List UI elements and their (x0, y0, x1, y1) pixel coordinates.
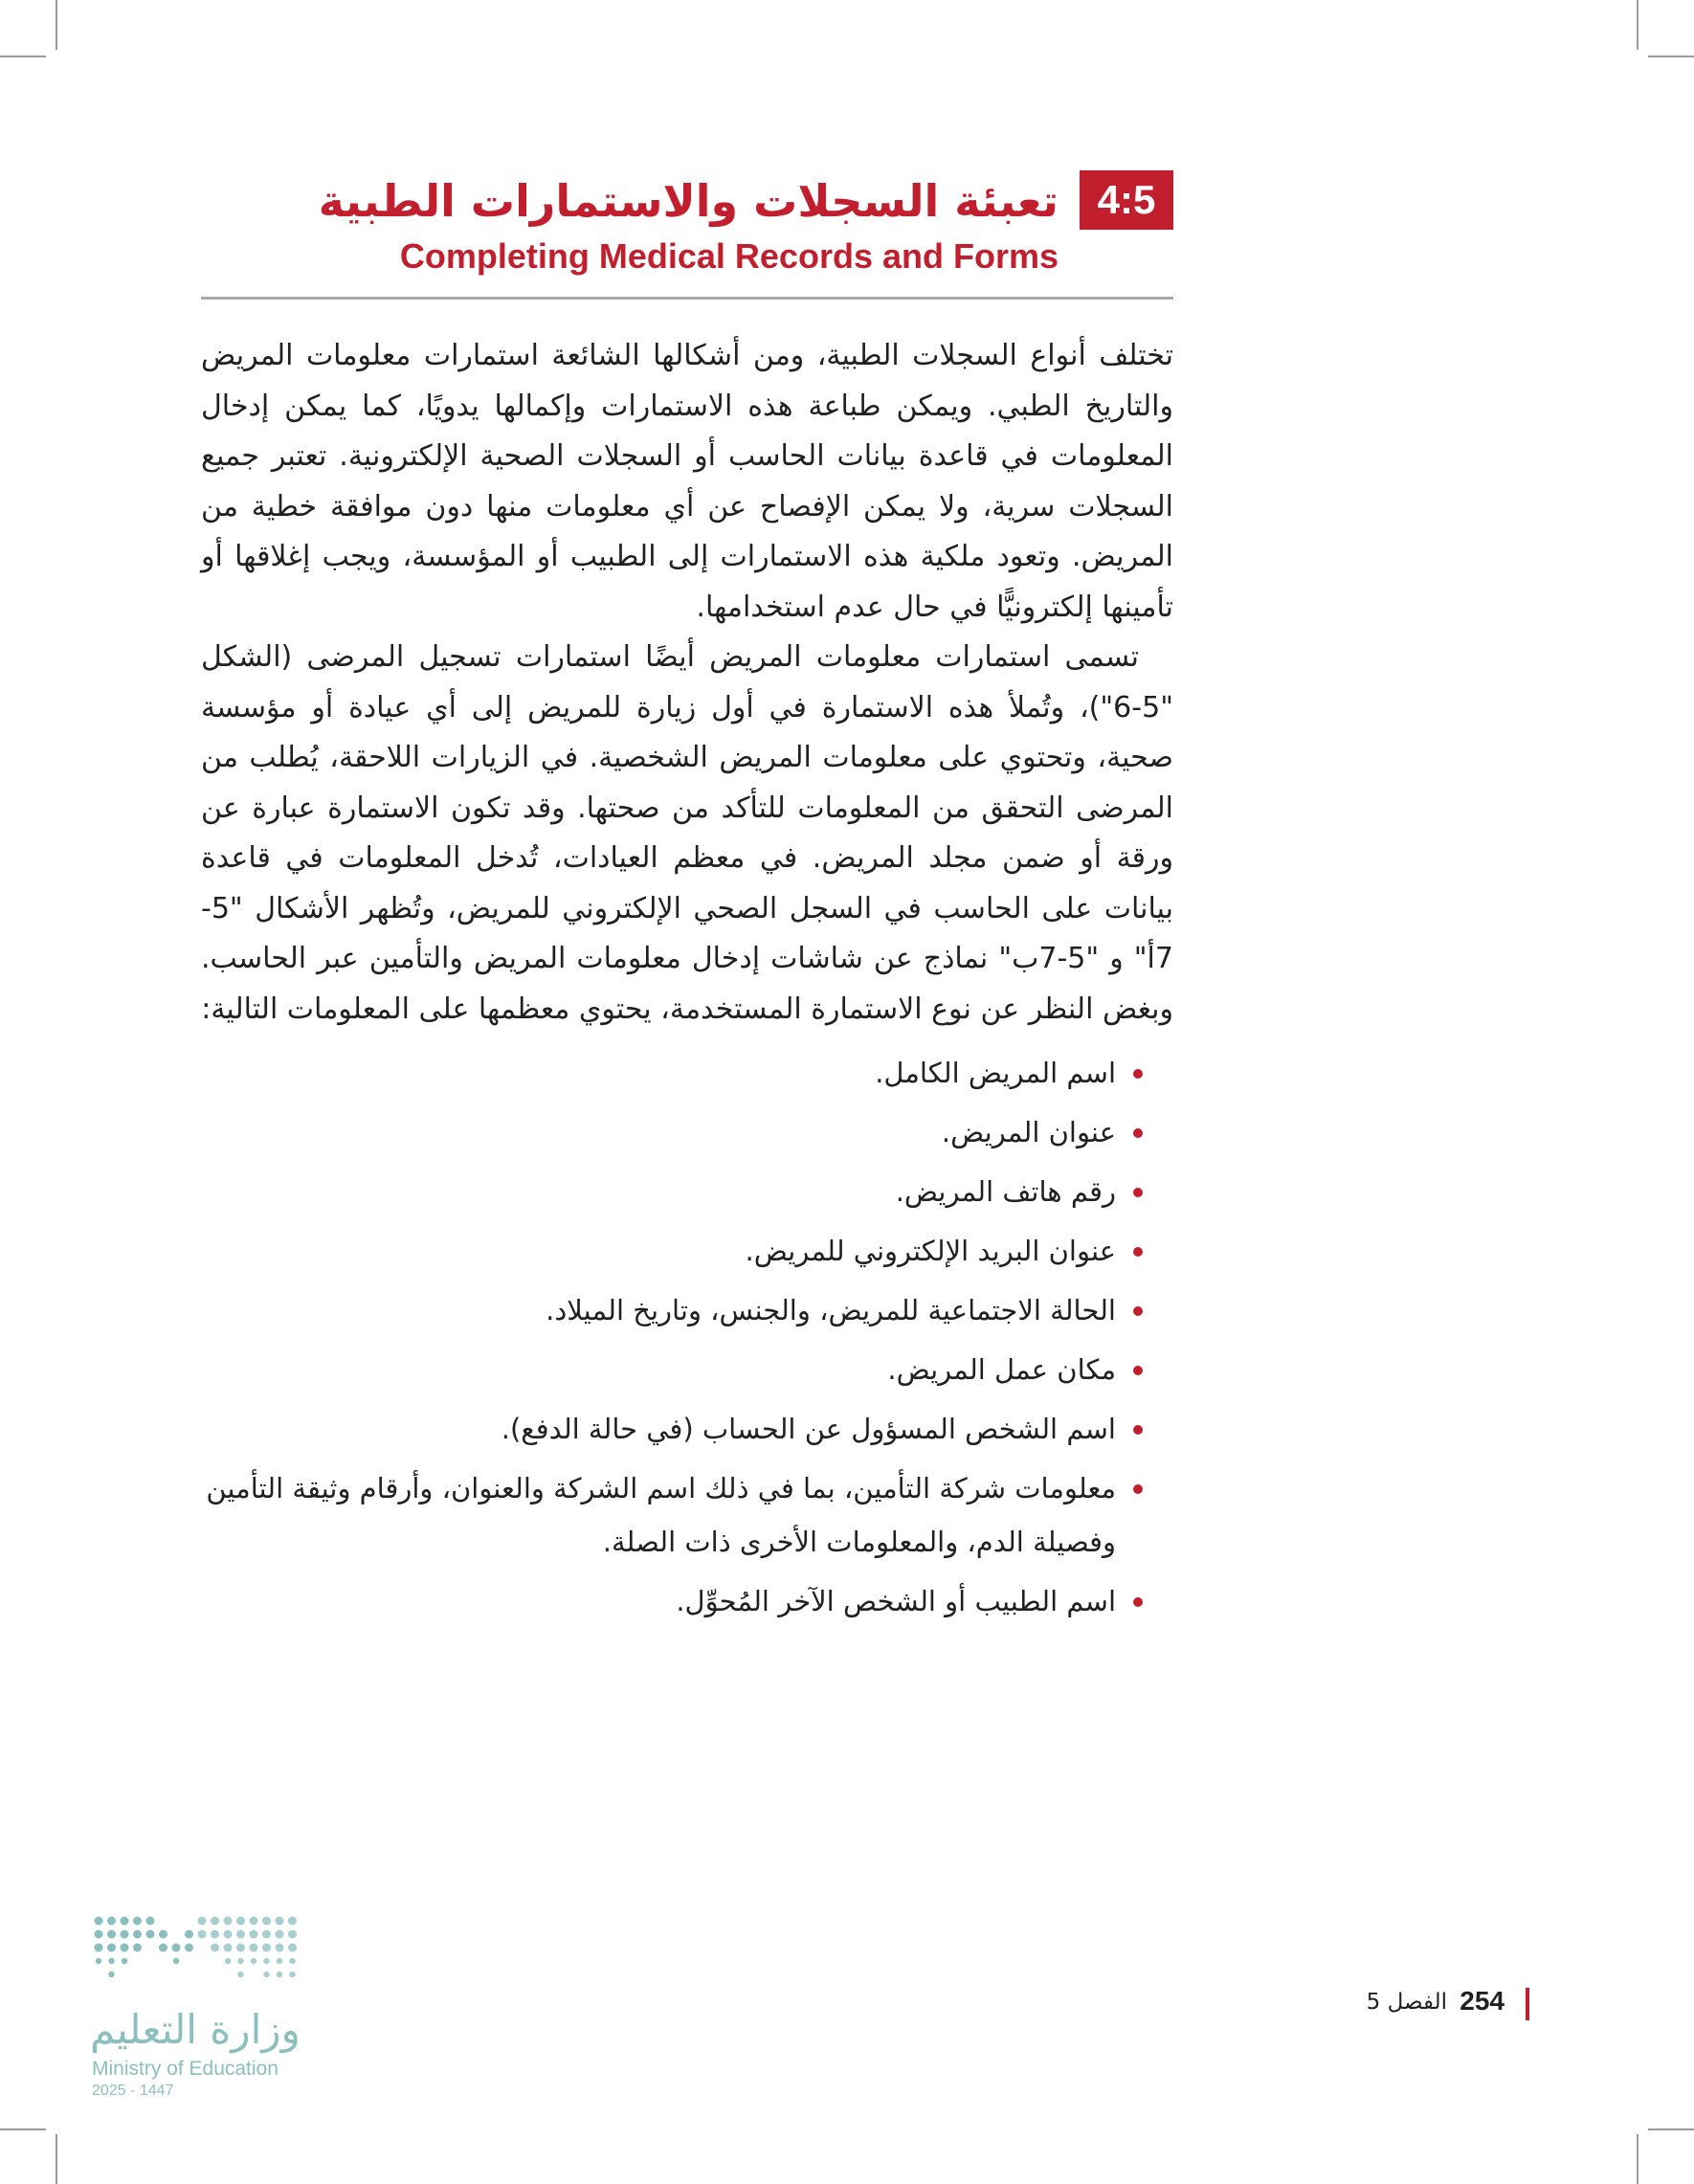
page-number: 254 (1460, 1986, 1505, 2016)
logo-dot (276, 1930, 284, 1939)
logo-dot (250, 1917, 258, 1926)
section-number-badge: 4:5 (1080, 170, 1173, 230)
logo-dot (107, 1944, 116, 1952)
logo-dot (225, 1958, 231, 1964)
logo-dot (107, 1917, 116, 1926)
logo-dot (262, 1917, 271, 1926)
list-item: عنوان المريض. (201, 1105, 1116, 1159)
logo-dot (159, 1930, 167, 1939)
crop-mark (56, 0, 57, 50)
title-divider (201, 297, 1173, 300)
crop-mark (1648, 56, 1694, 57)
logo-dot (250, 1930, 258, 1939)
logo-dot (108, 1958, 114, 1964)
logo-dot (211, 1944, 219, 1952)
crop-mark (56, 2134, 57, 2184)
logo-dot (211, 1930, 219, 1939)
logo-dots-icon (92, 1914, 312, 1991)
crop-mark (1637, 0, 1638, 50)
footer-accent-bar (1526, 1988, 1529, 2020)
page-footer (1328, 1986, 1529, 2024)
logo-dot (159, 1944, 167, 1952)
logo-dot (276, 1944, 284, 1952)
logo-dot (276, 1917, 284, 1926)
logo-dot (288, 1917, 297, 1926)
logo-dot (133, 1944, 142, 1952)
logo-dot (224, 1944, 233, 1952)
logo-dot (263, 1972, 269, 1977)
logo-arabic-text: وزارة التعليم (90, 2006, 301, 2053)
logo-dot (185, 1930, 193, 1939)
chapter-label: الفصل 5 (1366, 1990, 1447, 2015)
logo-english-text: Ministry of Education (92, 2058, 279, 2080)
crop-mark (1637, 2134, 1638, 2184)
logo-dot (95, 1930, 103, 1939)
list-item: عنوان البريد الإلكتروني للمريض. (201, 1224, 1116, 1278)
logo-dot (172, 1944, 181, 1952)
logo-dot (289, 1972, 295, 1977)
logo-dot (107, 1930, 116, 1939)
section-title-arabic: تعبئة السجلات والاستمارات الطبية (318, 175, 1059, 227)
logo-dot (250, 1944, 258, 1952)
logo-year-text: 2025 - 1447 (92, 2083, 174, 2099)
logo-dot (198, 1917, 207, 1926)
list-item: اسم الشخص المسؤول عن الحساب (في حالة الدفع). (201, 1402, 1116, 1456)
logo-dot (211, 1917, 219, 1926)
logo-dot (289, 1958, 295, 1964)
logo-dot (236, 1944, 245, 1952)
logo-dot (121, 1917, 129, 1926)
logo-dot (95, 1944, 103, 1952)
logo-dot (198, 1930, 207, 1939)
patient-info-list (201, 1046, 1173, 1628)
logo-dot (133, 1930, 142, 1939)
logo-dot (96, 1958, 101, 1964)
list-item: الحالة الاجتماعية للمريض، والجنس، وتاريخ الميلاد. (201, 1283, 1116, 1337)
logo-dot (251, 1958, 256, 1964)
logo-dot (236, 1930, 245, 1939)
crop-mark (0, 2128, 46, 2130)
logo-dot (237, 1958, 243, 1964)
logo-dot (122, 1958, 127, 1964)
logo-dot (224, 1917, 233, 1926)
logo-dot (288, 1930, 297, 1939)
crop-mark (0, 56, 46, 57)
section-title-english: Completing Medical Records and Forms (399, 236, 1059, 276)
body-text (201, 331, 1173, 1634)
logo-dot (288, 1944, 297, 1952)
paragraph-1: تختلف أنواع السجلات الطبية، ومن أشكالها الشائعة استمارات معلومات المريض والتاريخ الطبي. ويمكن طباعة هذه الاستمارات وإكمالها يدويًا، كما يمكن إدخال المعلومات في قاعدة بيانات الحاسب أو السجلات الصحية الإلكترونية. تعتبر جميع السجلات سرية، ولا يمكن الإفصاح عن أي معلومات منها دون موافقة خطية من المريض. وتعود ملكية هذه الاستمارات إلى الطبيب أو المؤسسة، ويجب إغلاقها أو تأمينها إلكترونيًّا في حال عدم استخدامها. (201, 339, 1173, 624)
logo-dot (263, 1958, 269, 1964)
list-item: رقم هاتف المريض. (201, 1165, 1116, 1218)
list-item: مكان عمل المريض. (201, 1343, 1116, 1396)
logo-dot (262, 1930, 271, 1939)
logo-dot (121, 1944, 129, 1952)
logo-dot (262, 1944, 271, 1952)
logo-dot (185, 1944, 193, 1952)
logo-dot (95, 1917, 103, 1926)
logo-dot (277, 1958, 282, 1964)
logo-dot (173, 1958, 179, 1964)
logo-dot (133, 1917, 142, 1926)
logo-dot (146, 1917, 155, 1926)
list-item: اسم الطبيب أو الشخص الآخر المُحوِّل. (201, 1574, 1116, 1628)
list-item: اسم المريض الكامل. (201, 1046, 1116, 1100)
section-header (201, 170, 1173, 308)
logo-dot (108, 1972, 114, 1977)
paragraph-2: تسمى استمارات معلومات المريض أيضًا استمارات تسجيل المرضى (الشكل "5-6")، وتُملأ هذه الاستمارة في أول زيارة للمريض إلى أي عيادة أو مؤسسة صحية، وتحتوي على معلومات المريض الشخصية. في الزيارات اللاحقة، يُطلب من المرضى التحقق من المعلومات للتأكد من صحتها. وقد تكون الاستمارة عبارة عن ورقة أو ضمن مجلد المريض. في معظم العيادات، تُدخل المعلومات في قاعدة بيانات على الحاسب في السجل الصحي الإلكتروني للمريض، وتُظهر الأشكال "5-7أ" و "5-7ب" نماذج عن شاشات إدخال معلومات المريض والتأمين عبر الحاسب. وبغض النظر عن نوع الاستمارة المستخدمة، يحتوي معظمها على المعلومات التالية: (201, 640, 1173, 1026)
list-item: معلومات شركة التأمين، بما في ذلك اسم الشركة والعنوان، وأرقام وثيقة التأمين وفصيلة الدم، والمعلومات الأخرى ذات الصلة. (201, 1461, 1116, 1569)
logo-dot (146, 1930, 155, 1939)
logo-dot (224, 1930, 233, 1939)
crop-mark (1648, 2128, 1694, 2130)
logo-dot (277, 1972, 282, 1977)
logo-dot (236, 1917, 245, 1926)
logo-dot (237, 1972, 243, 1977)
logo-dot (121, 1930, 129, 1939)
ministry-logo (90, 1914, 320, 2106)
